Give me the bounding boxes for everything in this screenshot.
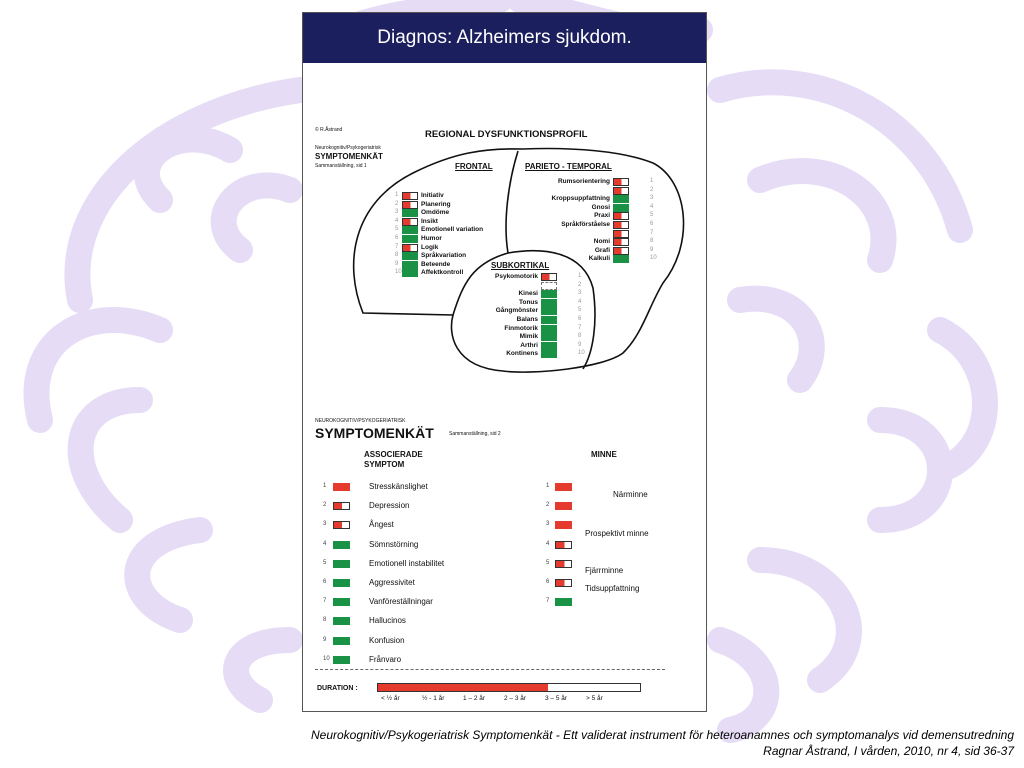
frontal-num: 3 — [395, 209, 399, 216]
subcortical-num: 9 — [578, 341, 582, 348]
duration-fill — [378, 684, 548, 691]
subcortical-cell — [541, 307, 557, 315]
minne-box — [555, 521, 572, 529]
assoc-box — [333, 637, 350, 645]
subcortical-label: Balans — [516, 316, 538, 323]
frontal-cell — [402, 209, 418, 217]
caption-line-1: Neurokognitiv/Psykogeriatrisk Symptomenkät - Ett validerat instrument för heteroanamnes och symptomanalys vid demensutredning — [311, 728, 1014, 742]
assoc-label: Frånvaro — [369, 654, 402, 664]
duration-tick: ½ - 1 år — [422, 695, 445, 702]
frontal-cell — [402, 269, 418, 277]
frontal-num: 6 — [395, 235, 399, 241]
subcortical-label: Psykomotorik — [495, 273, 538, 280]
assoc-num: 6 — [323, 579, 327, 585]
subcortical-label: Mimik — [519, 333, 538, 341]
parietal-cell — [613, 221, 629, 229]
subcortical-num: 3 — [578, 290, 582, 297]
frontal-label: Insikt — [421, 217, 438, 225]
parietal-label: Kalkuli — [588, 255, 610, 263]
parietal-num: 4 — [650, 203, 654, 210]
subcortical-cell — [541, 273, 557, 281]
assoc-label: Vanföreställningar — [369, 597, 433, 607]
frontal-label: Beteende — [421, 260, 451, 268]
divider-line — [315, 669, 665, 670]
subcortical-num: 4 — [578, 298, 582, 305]
minne-title: MINNE — [591, 450, 617, 459]
subcortical-cell — [541, 282, 557, 290]
parietal-cell — [613, 212, 629, 220]
frontal-num: 10 — [395, 269, 402, 276]
assoc-box — [333, 521, 350, 529]
subcortical-title: SUBKORTIKAL — [491, 261, 550, 270]
assoc-num: 10 — [323, 655, 330, 662]
copyright-text: © R.Åstrand — [315, 127, 343, 133]
frontal-label: Språkvariation — [421, 252, 467, 260]
assoc-label: Emotionell instabilitet — [369, 558, 445, 568]
frontal-num: 1 — [395, 192, 399, 198]
parietal-num: 9 — [650, 246, 654, 253]
frontal-label: Emotionell variation — [421, 226, 484, 234]
assoc-box — [333, 541, 350, 549]
parietal-cell — [613, 187, 629, 195]
duration-tick: 3 – 5 år — [545, 695, 568, 702]
assoc-label: Hallucinos — [369, 616, 406, 626]
minne-num: 2 — [546, 502, 550, 509]
assoc-num: 9 — [323, 636, 327, 643]
frontal-num: 5 — [395, 226, 399, 233]
subcortical-cell — [541, 333, 557, 341]
assoc-box — [333, 617, 350, 625]
assoc-num: 7 — [323, 598, 327, 605]
frontal-label: Affektkontroll — [421, 269, 464, 277]
minne-label-4: Tidsuppfattning — [585, 584, 640, 593]
subcortical-cell — [541, 290, 557, 298]
minne-label-1: Närminne — [613, 490, 648, 499]
minne-num: 3 — [546, 521, 550, 528]
minne-box — [555, 483, 572, 491]
slide-title: Diagnos: Alzheimers sjukdom. — [303, 13, 706, 63]
parietal-label: Kroppsuppfattning — [551, 195, 610, 203]
frontal-num: 2 — [395, 200, 399, 207]
parietal-cell — [613, 178, 629, 186]
minne-num: 7 — [546, 598, 550, 605]
subcortical-num: 1 — [578, 273, 582, 279]
subcortical-num: 7 — [578, 324, 582, 331]
frontal-label: Initiativ — [421, 192, 444, 199]
frontal-num: 9 — [395, 260, 399, 267]
profile-title: REGIONAL DYSFUNKTIONSPROFIL — [425, 129, 588, 140]
parietal-num: 3 — [650, 195, 654, 202]
assoc-title-1: ASSOCIERADE — [364, 450, 423, 459]
assoc-label: Ångest — [369, 520, 394, 530]
subcortical-cell — [541, 316, 557, 324]
assoc-num: 5 — [323, 559, 327, 566]
minne-label-2: Prospektivt minne — [585, 529, 649, 538]
frontal-cell — [402, 261, 418, 269]
frontal-title: FRONTAL — [455, 162, 493, 171]
parietal-num: 10 — [650, 255, 657, 262]
frontal-label: Planering — [421, 200, 451, 208]
duration-tick: 1 – 2 år — [463, 695, 486, 702]
duration-tick: > 5 år — [586, 695, 603, 702]
assoc-label: Konfusion — [369, 635, 405, 645]
parietal-label: Rumsorientering — [557, 178, 610, 185]
subcortical-label: Kontinens — [506, 350, 538, 358]
parietal-num: 5 — [650, 212, 654, 219]
lower-subtitle: NEUROKOGNITIV/PSYKOGERIATRISK — [315, 418, 406, 424]
caption-line-2: Ragnar Åstrand, I vården, 2010, nr 4, sid 36-37 — [763, 744, 1014, 758]
form-title: SYMPTOMENKÄT — [315, 152, 383, 161]
parietal-num: 2 — [650, 186, 654, 193]
assoc-box — [333, 656, 350, 664]
assoc-label: Stresskänslighet — [369, 482, 428, 491]
parietal-cell — [613, 204, 629, 212]
assoc-label: Aggressivitet — [369, 578, 415, 587]
minne-num: 1 — [546, 483, 550, 489]
frontal-label: Logik — [421, 243, 439, 251]
duration-tick: 2 – 3 år — [504, 695, 527, 702]
frontal-cell — [402, 218, 418, 226]
parietal-num: 7 — [650, 229, 654, 236]
minne-num: 5 — [546, 559, 550, 566]
assoc-num: 8 — [323, 617, 327, 624]
lower-note: Sammanställning, sid 2 — [449, 431, 501, 437]
minne-box — [555, 598, 572, 606]
form-note: Sammanställning, sid 1 — [315, 163, 367, 169]
subcortical-num: 10 — [578, 350, 585, 357]
subcortical-num: 2 — [578, 281, 582, 288]
assoc-num: 4 — [323, 540, 327, 547]
frontal-cell — [402, 201, 418, 209]
assoc-num: 2 — [323, 502, 327, 509]
frontal-label: Omdöme — [421, 209, 450, 217]
duration-bar — [377, 683, 641, 692]
parietal-label: Språkförståelse — [561, 221, 610, 228]
subcortical-num: 8 — [578, 333, 582, 340]
assoc-num: 1 — [323, 483, 327, 489]
subcortical-label: Kinesi — [518, 290, 538, 298]
subcortical-num: 6 — [578, 316, 582, 322]
lower-title: SYMPTOMENKÄT — [315, 425, 434, 441]
minne-box — [555, 502, 572, 510]
frontal-num: 4 — [395, 217, 399, 224]
assoc-box — [333, 598, 350, 606]
parietal-cell — [613, 230, 629, 238]
minne-num: 4 — [546, 540, 550, 547]
parietal-label: Nomi — [593, 238, 610, 246]
assoc-title-2: SYMPTOM — [364, 460, 405, 469]
parietal-label: Grafi — [594, 246, 610, 254]
frontal-cell — [402, 244, 418, 252]
assoc-box — [333, 560, 350, 568]
parietal-label: Praxi — [594, 212, 610, 220]
parietal-cell — [613, 238, 629, 246]
parietal-num: 6 — [650, 221, 654, 227]
slide-card — [302, 12, 707, 712]
assoc-box — [333, 483, 350, 491]
parietal-cell — [613, 255, 629, 263]
subcortical-cell — [541, 350, 557, 358]
minne-box — [555, 541, 572, 549]
assoc-label: Depression — [369, 501, 410, 511]
parietal-label: Gnosi — [591, 203, 610, 211]
parietal-cell — [613, 195, 629, 203]
frontal-label: Humor — [421, 235, 442, 242]
subcortical-label: Gångmönster — [495, 307, 538, 315]
brain-outline — [303, 63, 706, 393]
subcortical-label: Tonus — [518, 298, 538, 306]
assoc-box — [333, 579, 350, 587]
subcortical-cell — [541, 299, 557, 307]
frontal-num: 8 — [395, 252, 399, 259]
duration-label: DURATION : — [317, 685, 358, 692]
form-subtitle: Neurokognitiv/Psykogeriatrisk — [315, 145, 381, 151]
frontal-cell — [402, 192, 418, 200]
subcortical-cell — [541, 342, 557, 350]
subcortical-label: Arthri — [520, 341, 538, 349]
parietal-title: PARIETO - TEMPORAL — [525, 162, 612, 171]
assoc-box — [333, 502, 350, 510]
frontal-cell — [402, 252, 418, 260]
assoc-label: Sömnstörning — [369, 539, 419, 549]
minne-box — [555, 560, 572, 568]
form-page — [303, 63, 706, 711]
minne-box — [555, 579, 572, 587]
duration-tick: < ½ år — [381, 695, 400, 702]
frontal-cell — [402, 226, 418, 234]
frontal-num: 7 — [395, 243, 399, 250]
subcortical-label: Finmotorik — [504, 324, 538, 332]
subcortical-cell — [541, 325, 557, 333]
parietal-cell — [613, 247, 629, 255]
assoc-num: 3 — [323, 521, 327, 528]
subcortical-num: 5 — [578, 307, 582, 314]
parietal-num: 8 — [650, 238, 654, 245]
parietal-num: 1 — [650, 178, 654, 184]
minne-label-3: Fjärrminne — [585, 566, 624, 575]
frontal-cell — [402, 235, 418, 243]
minne-num: 6 — [546, 579, 550, 585]
